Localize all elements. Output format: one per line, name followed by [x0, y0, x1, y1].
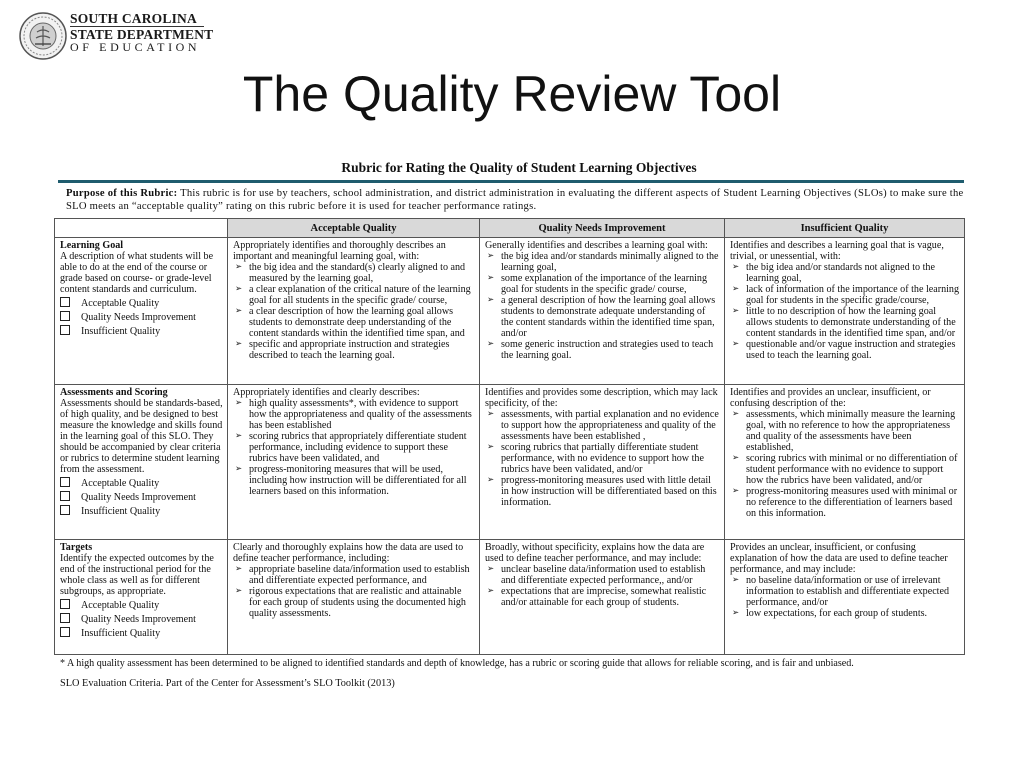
list-item: ➢ scoring rubrics that appropriately differentiate student performance, including evidence to support these rubrics have been validated, and: [233, 431, 475, 464]
table-row: [55, 540, 965, 655]
cell-intro: Identifies and provides some description, which may lack specificity, of the:: [485, 387, 718, 409]
header-blank-cell: [55, 219, 228, 238]
logo-line-1: SOUTH CAROLINA: [70, 11, 197, 26]
needs-improvement-cell: [480, 385, 725, 540]
list-item: ➢ high quality assessments*, with evidence to support how the appropriateness and quality of the assessments has been established: [233, 398, 475, 431]
checkbox-icon[interactable]: [60, 599, 70, 609]
list-item: ➢ the big idea and/or standards minimally aligned to the learning goal,: [485, 251, 720, 273]
list-item: ➢ assessments, with partial explanation and no evidence to support how the appropriateness and quality of the assessments have been established ,: [485, 409, 720, 442]
checkbox-option[interactable]: [60, 505, 223, 517]
list-item: ➢ progress-monitoring measures used with little detail in how instruction will be differentiated based on this information.: [485, 475, 720, 508]
criterion-description: A description of what students will be able to do at the end of the course or grade based on course- or grade-level content standards and curriculum.: [60, 251, 214, 295]
list-item: ➢ progress-monitoring measures that will be used, including how instruction will be differentiated for all learners based on this information.: [233, 464, 475, 497]
checkbox-label: Insufficient Quality: [81, 326, 161, 337]
insufficient-cell: [725, 540, 965, 655]
logo-line-2: STATE DEPARTMENT: [70, 27, 214, 42]
purpose-text: This rubric is for use by teachers, school administration, and district administration in evaluating the different aspects of Student Learning Objectives (SLOs) to make sure the SLO meets an “acceptable quality” rating on this rubric before it is used for teacher performance ratings.: [66, 188, 964, 212]
list-item: ➢ assessments, which minimally measure the learning goal, with no reference to how the appropriateness and quality of the assessments have been established,: [730, 409, 960, 453]
list-item: ➢ little to no description of how the learning goal allows students to demonstrate understanding of the content standards in the identified time span, and/or: [730, 306, 960, 339]
checkbox-option[interactable]: [60, 627, 223, 639]
bullet-list: [730, 575, 960, 619]
column-header-acceptable: Acceptable Quality: [228, 219, 480, 238]
table-row: [55, 238, 965, 385]
cell-intro: Identifies and describes a learning goal that is vague, trivial, or unessential, with:: [730, 240, 944, 262]
sc-department-logo: [18, 8, 218, 64]
bullet-list: [730, 409, 960, 519]
checkbox-label: Acceptable Quality: [81, 600, 160, 611]
purpose-statement: [66, 188, 964, 213]
document-title: Rubric for Rating the Quality of Student Learning Objectives: [341, 160, 697, 175]
state-seal-icon: [18, 8, 68, 64]
criterion-name: Targets: [60, 542, 93, 553]
checkbox-icon[interactable]: [60, 505, 70, 515]
criterion-description: Assessments should be standards-based, of high quality, and be designed to best measure the knowledge and skills found in the learning goal of this SLO. They should be accompanied by clear criteria or rubrics to determine student learning from the assessment.: [60, 398, 223, 475]
needs-improvement-cell: [480, 238, 725, 385]
checkbox-icon[interactable]: [60, 491, 70, 501]
insufficient-cell: [725, 238, 965, 385]
checkbox-label: Quality Needs Improvement: [81, 492, 196, 503]
checkbox-option[interactable]: [60, 477, 223, 489]
purpose-label: Purpose of this Rubric:: [66, 188, 178, 199]
criterion-name: Learning Goal: [60, 240, 124, 251]
criterion-description: Identify the expected outcomes by the end of the instructional period for the whole class as well as for different subgroups, as appropriate.: [60, 553, 214, 597]
cell-intro: Appropriately identifies and clearly describes:: [233, 387, 420, 398]
list-item: ➢ appropriate baseline data/information used to establish and differentiate expected performance, and: [233, 564, 475, 586]
checkbox-label: Quality Needs Improvement: [81, 614, 196, 625]
checkbox-label: Quality Needs Improvement: [81, 312, 196, 323]
table-row: [55, 385, 965, 540]
list-item: ➢ lack of information of the importance of the learning goal for students in the specific grade/course,: [730, 284, 960, 306]
header-row: [55, 219, 965, 238]
checkbox-icon[interactable]: [60, 297, 70, 307]
list-item: ➢ no baseline data/information or use of irrelevant information to establish and differentiate expected performance, and/or: [730, 575, 960, 608]
cell-intro: Appropriately identifies and thoroughly describes an important and meaningful learning goal, with:: [233, 240, 446, 262]
list-item: ➢ scoring rubrics that partially differentiate student performance, with no evidence to support how the rubrics have been validated, and/or: [485, 442, 720, 475]
checkbox-icon[interactable]: [60, 613, 70, 623]
logo-line-3: OF EDUCATION: [70, 40, 201, 54]
source-citation: SLO Evaluation Criteria. Part of the Center for Assessment’s SLO Toolkit (2013): [60, 678, 395, 689]
footnote: * A high quality assessment has been determined to be aligned to identified standards and depth of knowledge, has a rubric or scoring guide that allows for reliable scoring, and is fair and unbiased.: [60, 658, 854, 669]
checkbox-icon[interactable]: [60, 477, 70, 487]
criterion-cell: [55, 238, 228, 385]
checkbox-icon[interactable]: [60, 325, 70, 335]
criterion-name: Assessments and Scoring: [60, 387, 168, 398]
acceptable-cell: [228, 540, 480, 655]
bullet-list: [485, 409, 720, 508]
checkbox-option[interactable]: [60, 613, 223, 625]
checkbox-label: Acceptable Quality: [81, 298, 160, 309]
bullet-list: [485, 564, 720, 608]
checkbox-option[interactable]: [60, 311, 223, 323]
column-header-insufficient: Insufficient Quality: [725, 219, 965, 238]
checkbox-label: Insufficient Quality: [81, 506, 161, 517]
checkbox-option[interactable]: [60, 325, 223, 337]
acceptable-cell: [228, 238, 480, 385]
list-item: ➢ the big idea and the standard(s) clearly aligned to and measured by the learning goal,: [233, 262, 475, 284]
list-item: ➢ questionable and/or vague instruction and strategies used to teach the learning goal.: [730, 339, 960, 361]
logo-wordmark: [70, 12, 213, 54]
list-item: ➢ specific and appropriate instruction and strategies described to teach the learning goal.: [233, 339, 475, 361]
rubric-document: [54, 160, 964, 689]
acceptable-cell: [228, 385, 480, 540]
slide-title: The Quality Review Tool: [242, 66, 782, 122]
checkbox-option[interactable]: [60, 599, 223, 611]
cell-intro: Broadly, without specificity, explains how the data are used to define teacher performance, and may include:: [485, 542, 705, 564]
bullet-list: [233, 564, 475, 619]
cell-intro: Provides an unclear, insufficient, or confusing explanation of how the data are used to define teacher performance, and may include:: [730, 542, 948, 575]
list-item: ➢ a general description of how the learning goal allows students to demonstrate adequate understanding of the content standards within the identified time span, and/or: [485, 295, 720, 339]
bullet-list: [485, 251, 720, 361]
checkbox-option[interactable]: [60, 297, 223, 309]
list-item: ➢ expectations that are imprecise, somewhat realistic and/or attainable for each group of students.: [485, 586, 720, 608]
list-item: ➢ some explanation of the importance of the learning goal for students in the specific grade/ course,: [485, 273, 720, 295]
list-item: ➢ rigorous expectations that are realistic and attainable for each group of students using the documented high quality assessments.: [233, 586, 475, 619]
list-item: ➢ progress-monitoring measures used with minimal or no reference to the differentiation of learners based on this information.: [730, 486, 960, 519]
checkbox-option[interactable]: [60, 491, 223, 503]
checkbox-icon[interactable]: [60, 311, 70, 321]
list-item: ➢ a clear explanation of the critical nature of the learning goal for all students in the specific grade/ course,: [233, 284, 475, 306]
list-item: ➢ scoring rubrics with minimal or no differentiation of student performance with no evidence to support how the rubrics have been validated, and/or: [730, 453, 960, 486]
cell-intro: Clearly and thoroughly explains how the data are used to define teacher performance, including:: [233, 542, 464, 564]
criterion-cell: [55, 385, 228, 540]
list-item: ➢ unclear baseline data/information used to establish and differentiate expected performance,, and/or: [485, 564, 720, 586]
bullet-list: [730, 262, 960, 361]
list-item: ➢ low expectations, for each group of students.: [730, 608, 960, 619]
criterion-cell: [55, 540, 228, 655]
list-item: ➢ a clear description of how the learning goal allows students to demonstrate deep understanding of the content standards within the identified time span, and: [233, 306, 475, 339]
list-item: ➢ some generic instruction and strategies used to teach the learning goal.: [485, 339, 720, 361]
list-item: ➢ the big idea and/or standards not aligned to the learning goal,: [730, 262, 960, 284]
title-rule: [58, 180, 964, 183]
column-header-needs-improvement: Quality Needs Improvement: [480, 219, 725, 238]
needs-improvement-cell: [480, 540, 725, 655]
checkbox-label: Insufficient Quality: [81, 628, 161, 639]
cell-intro: Generally identifies and describes a learning goal with:: [485, 240, 708, 251]
cell-intro: Identifies and provides an unclear, insufficient, or confusing description of the:: [730, 387, 931, 409]
insufficient-cell: [725, 385, 965, 540]
bullet-list: [233, 262, 475, 361]
checkbox-label: Acceptable Quality: [81, 478, 160, 489]
bullet-list: [233, 398, 475, 497]
checkbox-icon[interactable]: [60, 627, 70, 637]
rubric-table: [54, 218, 965, 655]
